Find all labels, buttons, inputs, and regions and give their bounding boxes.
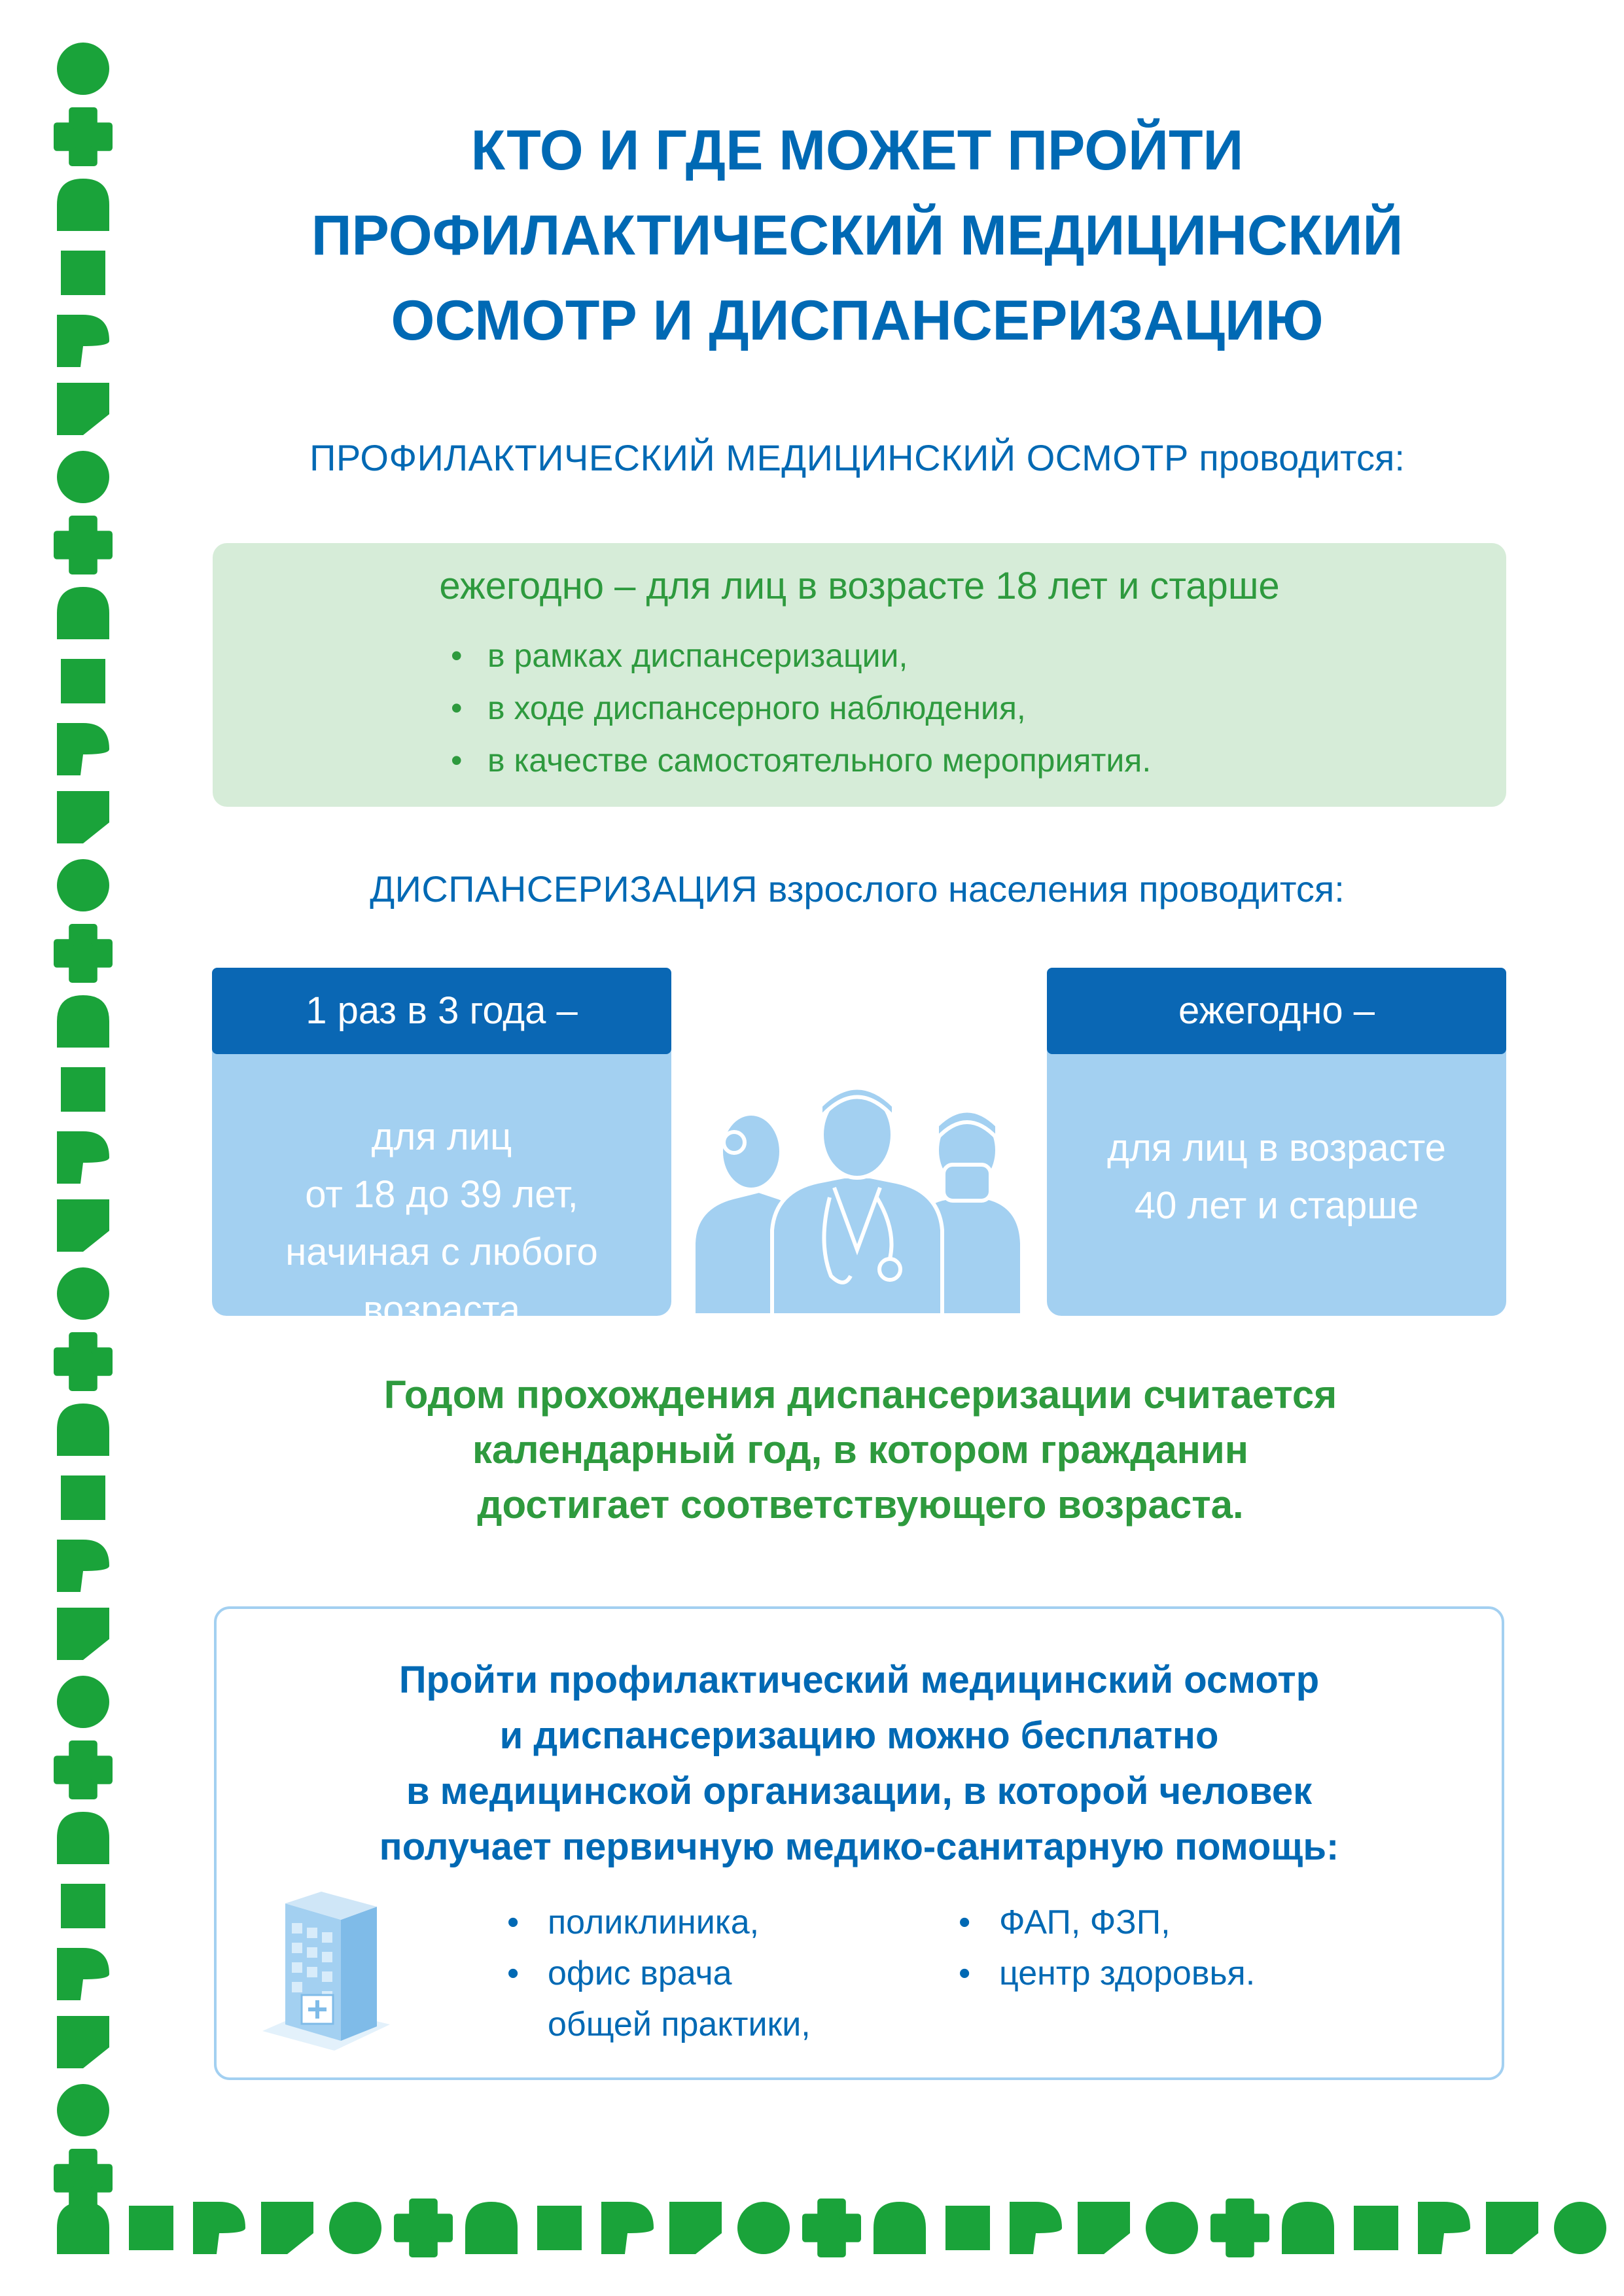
note-line: календарный год, в котором гражданин [472,1428,1249,1472]
circle-shape [57,43,109,95]
title-line: ПРОФИЛАКТИЧЕСКИЙ МЕДИЦИНСКИЙ [311,204,1403,267]
circle-shape [57,451,109,503]
card-text [1047,1120,1506,1235]
card-text-line: начиная с любого [285,1231,598,1273]
list-item: • ФАП, ФЗП, [956,1897,1255,1948]
leaf-shape [57,179,109,231]
note-line: Годом прохождения диспансеризации считается [383,1373,1337,1417]
square-shape [129,2206,173,2250]
rounded-r-shape [57,723,109,775]
intro-line: и диспансеризацию можно бесплатно [499,1714,1219,1757]
hospital-building-icon [256,1890,393,2054]
square-shape [945,2206,990,2250]
checkup-heading [164,434,1551,482]
square-shape [61,659,105,703]
pentagon-shape [57,791,109,843]
circle-shape [57,2084,109,2136]
card-header: ежегодно – [1047,968,1506,1054]
list-item: • в ходе диспансерного наблюдения, [447,682,1151,734]
page-title [170,108,1544,363]
intro-line: в медицинской организации, в которой человек [406,1770,1313,1812]
pentagon-shape [57,1608,109,1660]
card-text-line: от 18 до 39 лет, [305,1173,578,1216]
annual-checkup-heading: ежегодно – для лиц в возрасте 18 лет и старше [439,565,1280,607]
checkup-heading-rest: проводится: [1188,437,1405,478]
leaf-shape [57,587,109,639]
decorative-border-left [54,39,113,2290]
rounded-r-shape [57,1948,109,2000]
leaf-shape [1282,2202,1334,2254]
checkup-list [447,629,1151,786]
leaf-shape [57,995,109,1048]
circle-shape [57,1676,109,1728]
pentagon-shape [57,2016,109,2068]
rounded-r-shape [601,2202,654,2254]
pentagon-shape [261,2202,313,2254]
every-3-years-card [212,968,671,1331]
cross-shape [805,2202,858,2254]
rounded-r-shape [193,2202,245,2254]
title-line: ОСМОТР И ДИСПАНСЕРИЗАЦИЮ [391,289,1324,352]
list-item: • поликлиника, [504,1897,811,1948]
circle-shape [329,2202,381,2254]
pentagon-shape [1486,2202,1538,2254]
where-intro [217,1652,1502,1875]
square-shape [537,2206,582,2250]
list-item-line: общей практики, [548,2005,811,2043]
leaf-shape [874,2202,926,2254]
cross-shape [57,927,109,980]
circle-shape [1146,2202,1198,2254]
cross-shape [57,519,109,571]
list-item: • в качестве самостоятельного мероприятия. [447,734,1151,786]
list-item: • в рамках диспансеризации, [447,629,1151,682]
card-header: 1 раз в 3 года – [212,968,671,1054]
list-item [504,1948,811,2050]
square-shape [61,1475,105,1520]
pentagon-shape [57,383,109,435]
rounded-r-shape [57,1540,109,1592]
cross-shape [397,2202,450,2254]
annual-checkup-box [213,543,1506,807]
leaf-shape [465,2202,518,2254]
year-note [196,1368,1525,1532]
title-line: КТО И ГДЕ МОЖЕТ ПРОЙТИ [470,119,1244,182]
dispensary-heading-caps: ДИСПАНСЕРИЗАЦИЯ [370,868,758,910]
card-text-line: 40 лет и старше [1134,1184,1419,1227]
doctors-illustration-icon [680,1080,1034,1315]
rounded-r-shape [57,315,109,367]
pentagon-shape [669,2202,722,2254]
cross-shape [57,111,109,163]
rounded-r-shape [57,1131,109,1184]
pentagon-shape [1078,2202,1130,2254]
circle-shape [57,1267,109,1320]
cross-shape [57,2152,109,2204]
cross-shape [57,1744,109,1796]
pentagon-shape [57,1199,109,1252]
leaf-shape [57,1404,109,1456]
square-shape [61,1884,105,1928]
square-shape [61,251,105,295]
places-list-left [504,1897,811,2050]
cross-shape [57,1335,109,1388]
list-item: • центр здоровья. [956,1948,1255,1999]
card-text-line: для лиц [371,1116,512,1158]
intro-line: Пройти профилактический медицинский осмотр [398,1659,1320,1701]
square-shape [1354,2206,1398,2250]
places-list-right [956,1897,1255,1999]
circle-shape [1554,2202,1606,2254]
rounded-r-shape [1418,2202,1470,2254]
dispensary-heading [164,866,1551,913]
circle-shape [737,2202,790,2254]
intro-line: получает первичную медико-санитарную помощь: [379,1826,1339,1868]
card-text-line: возраста [362,1288,521,1331]
checkup-heading-caps: ПРОФИЛАКТИЧЕСКИЙ МЕДИЦИНСКИЙ ОСМОТР [309,437,1189,478]
square-shape [61,1067,105,1112]
note-line: достигает соответствующего возраста. [477,1483,1244,1527]
rounded-r-shape [1010,2202,1062,2254]
circle-shape [57,859,109,911]
annual-card [1047,968,1506,1316]
leaf-shape [57,1812,109,1864]
dispensary-heading-rest: взрослого населения проводится: [758,868,1345,910]
decorative-border-bottom [54,2199,1611,2257]
card-text [212,1108,671,1339]
leaf-shape [57,2202,109,2254]
cross-shape [1214,2202,1266,2254]
list-item-line: • офис врача [548,1954,732,1992]
where-box [214,1606,1504,2080]
card-text-line: для лиц в возрасте [1107,1127,1446,1169]
